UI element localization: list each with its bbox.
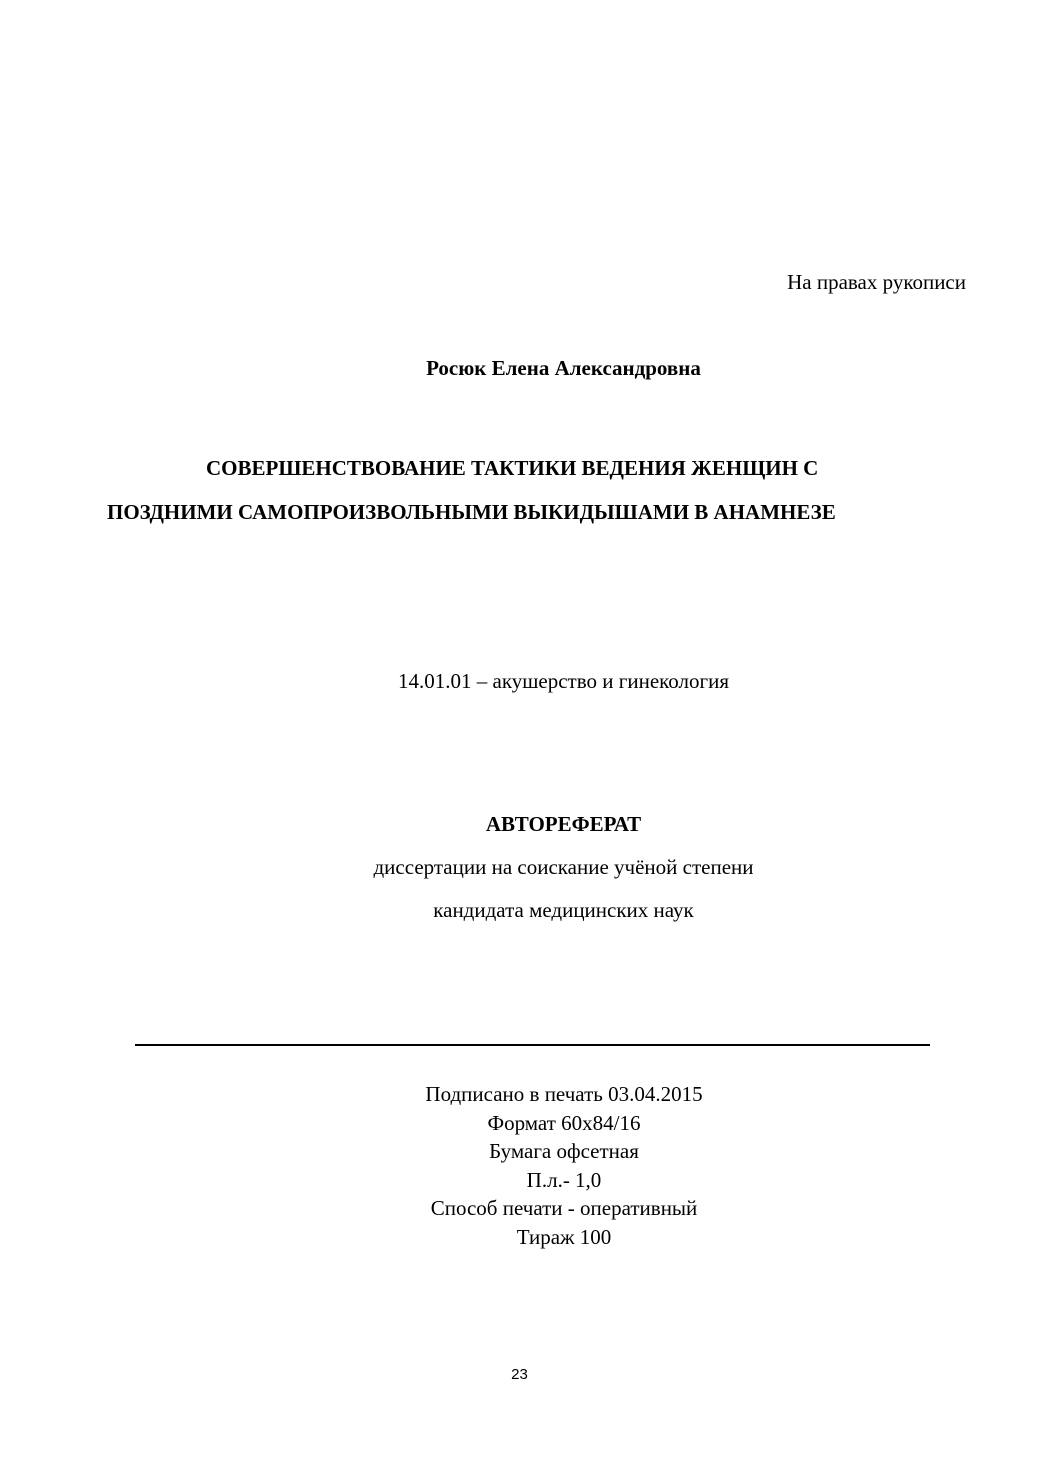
abstract-heading: АВТОРЕФЕРАТ xyxy=(485,812,642,836)
page-number: 23 xyxy=(511,1366,528,1383)
imprint-format: Формат 60х84/16 xyxy=(487,1110,641,1135)
imprint-print-method: Способ печати - оперативный xyxy=(430,1196,698,1220)
manuscript-note: На правах рукописи xyxy=(787,270,966,294)
imprint-paper: Бумага офсетная xyxy=(489,1139,639,1163)
title-line-1: СОВЕРШЕНСТВОВАНИЕ ТАКТИКИ ВЕДЕНИЯ ЖЕНЩИН С xyxy=(206,456,819,480)
separator-rule xyxy=(135,1044,930,1046)
imprint-sheets: П.л.- 1,0 xyxy=(526,1167,602,1192)
specialty-code: 14.01.01 – акушерство и гинекология xyxy=(398,669,729,693)
abstract-line-2: кандидата медицинских наук xyxy=(433,898,694,922)
title-line-2: ПОЗДНИМИ САМОПРОИЗВОЛЬНЫМИ ВЫКИДЫШАМИ В АНАМНЕЗЕ xyxy=(107,500,836,524)
author-name: Росюк Елена Александровна xyxy=(426,356,701,380)
abstract-line-1: диссертации на соискание учёной степени xyxy=(373,855,754,879)
imprint-block xyxy=(0,1080,1039,1251)
imprint-circulation: Тираж 100 xyxy=(516,1224,612,1249)
imprint-signed: Подписано в печать 03.04.2015 xyxy=(425,1082,703,1106)
